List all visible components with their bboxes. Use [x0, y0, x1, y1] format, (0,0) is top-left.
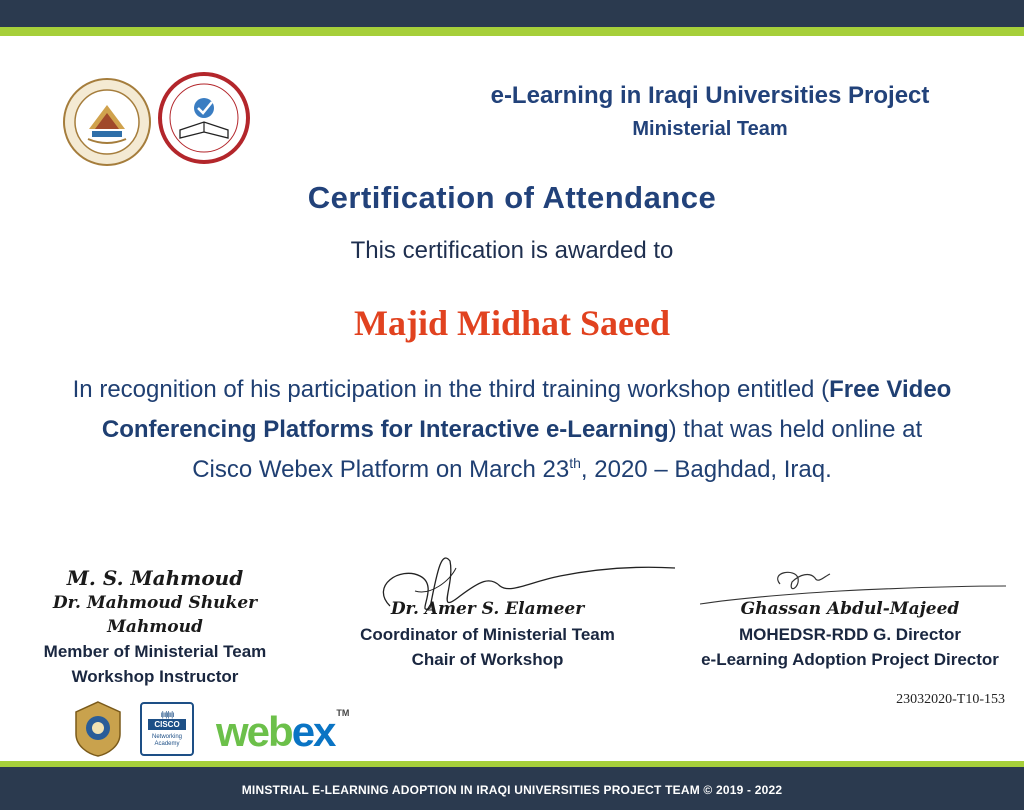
body-part3: , 2020 – Baghdad, Iraq.	[580, 456, 832, 483]
instructor-role-2: Workshop Instructor	[71, 667, 239, 686]
recognition-paragraph	[70, 370, 954, 490]
cisco-wordmark: CISCO	[148, 719, 186, 730]
top-border-dark	[0, 0, 1024, 27]
footer-bar	[0, 767, 1024, 810]
director-name: Ghassan Abdul-Majeed	[740, 599, 960, 619]
director-role-2: e-Learning Adoption Project Director	[701, 650, 999, 669]
body-part2: ) that was held online at Cisco Webex Platform on March 23	[192, 416, 923, 483]
team-subtitle: Ministerial Team	[632, 118, 788, 140]
instructor-role-1: Member of Ministerial Team	[43, 642, 267, 661]
body-part1: In recognition of his participation in the third training workshop entitled (	[72, 376, 830, 403]
cisco-bars-icon: ı|ıı|ı|ıı|ı	[160, 710, 174, 719]
webex-logo: webex ™	[216, 708, 350, 755]
instructor-initials: M. S. Mahmoud	[66, 566, 244, 590]
ministry-seal-logo	[62, 77, 152, 167]
workshop-title: Free Video Conferencing Platforms for Interactive e-Learning	[101, 376, 952, 443]
signatory-instructor	[5, 565, 305, 689]
director-role-1: MOHEDSR-RDD G. Director	[739, 625, 961, 644]
project-header	[430, 82, 990, 141]
coordinator-name: Dr. Amer S. Elameer	[390, 599, 585, 619]
cisco-subtitle: Networking Academy	[151, 734, 182, 747]
project-title: e-Learning in Iraqi Universities Project	[490, 82, 930, 109]
coordinator-role-1: Coordinator of Ministerial Team	[360, 625, 615, 644]
certificate-title: Certification of Attendance	[307, 180, 717, 215]
serial-number: 23032020-T10-153	[896, 692, 1005, 707]
date-ordinal: th	[569, 455, 581, 471]
top-border-green	[0, 27, 1024, 36]
footer-text: MINSTRIAL E-LEARNING ADOPTION IN IRAQI UNIVERSITIES PROJECT TEAM © 2019 - 2022	[241, 782, 783, 797]
coordinator-role-2: Chair of Workshop	[411, 650, 564, 669]
university-emblem-logo	[72, 700, 124, 758]
recipient-name: Majid Midhat Saeed	[353, 303, 670, 343]
elearning-seal-logo	[158, 72, 250, 164]
awarded-to-line: This certification is awarded to	[350, 237, 674, 264]
signatory-director	[690, 596, 1010, 672]
signatory-coordinator	[335, 596, 640, 672]
cisco-networking-academy-logo	[140, 702, 194, 756]
instructor-name: Dr. Mahmoud Shuker Mahmoud	[52, 593, 258, 637]
